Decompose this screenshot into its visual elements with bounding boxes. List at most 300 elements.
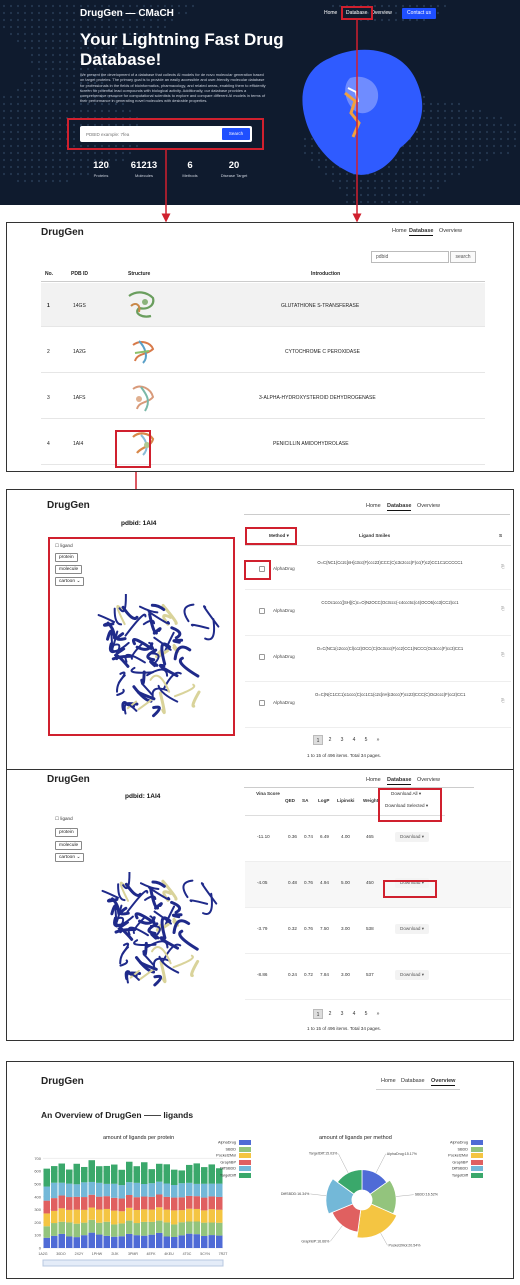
score-cell-logp: 6.49: [320, 834, 329, 839]
bar-segment-TargetDiff[interactable]: [201, 1167, 208, 1184]
legend-item[interactable]: SBDD: [457, 1147, 483, 1152]
bar-segment-AlphaDrug[interactable]: [209, 1235, 216, 1248]
col-header-vina[interactable]: Vina Score: [256, 791, 280, 796]
bar-segment-SBDD[interactable]: [51, 1223, 58, 1236]
druggen-logo[interactable]: DrugGen: [47, 774, 90, 785]
score-cell-weight: 538: [366, 926, 374, 931]
x-tick-label: 5CYN: [200, 1252, 210, 1256]
bar-segment-Pocket2Mol[interactable]: [104, 1209, 111, 1222]
bar-segment-SBDD[interactable]: [89, 1220, 96, 1233]
page-5-button[interactable]: 5: [364, 1011, 368, 1017]
row-select-checkbox[interactable]: [259, 608, 265, 614]
bar-segment-Pocket2Mol[interactable]: [209, 1209, 216, 1222]
bar-segment-TargetDiff[interactable]: [111, 1165, 118, 1184]
bar-segment-SBDD[interactable]: [66, 1222, 73, 1236]
bar-segment-SBDD[interactable]: [119, 1223, 126, 1236]
bar-segment-SBDD[interactable]: [209, 1223, 216, 1236]
col-header-lipinski[interactable]: Lipinski: [337, 798, 355, 803]
nav-home[interactable]: Home: [392, 228, 407, 234]
page-5-button[interactable]: 5: [364, 737, 368, 743]
ligands-per-protein-chart[interactable]: [25, 1144, 245, 1272]
bar-segment-TargetDiff[interactable]: [96, 1166, 103, 1183]
bar-chart-legend: [217, 1140, 251, 1190]
bar-segment-TargetDiff[interactable]: [179, 1170, 186, 1183]
nav-overview[interactable]: Overview: [439, 228, 462, 234]
score-cell-vina: -3.79: [257, 926, 268, 931]
bar-segment-Pocket2Mol[interactable]: [111, 1211, 118, 1225]
y-tick-label: 200: [34, 1219, 41, 1225]
bar-segment-AlphaDrug[interactable]: [171, 1237, 178, 1248]
bar-segment-TargetDiff[interactable]: [44, 1169, 51, 1187]
stat-methods: 6 Methods: [182, 160, 198, 178]
bar-segment-SBDD[interactable]: [104, 1222, 111, 1236]
bar-segment-Pocket2Mol[interactable]: [194, 1209, 201, 1222]
pagination-summary: 1 to 15 of 496 items. Total 34 pages.: [307, 1026, 381, 1031]
bar-segment-DiffSBDD[interactable]: [119, 1185, 126, 1198]
nav-database[interactable]: Database: [409, 228, 434, 234]
page-2-button[interactable]: 2: [328, 1011, 332, 1017]
nav-home[interactable]: Home: [366, 777, 381, 783]
cartoon-select[interactable]: cartoon ⌄: [55, 853, 84, 862]
nav-home[interactable]: Home: [381, 1078, 396, 1084]
x-tick-label: 4KEU: [164, 1252, 174, 1256]
bar-segment-AlphaDrug[interactable]: [194, 1234, 201, 1248]
bar-segment-DiffSBDD[interactable]: [126, 1182, 133, 1195]
bar-segment-TargetDiff[interactable]: [141, 1162, 148, 1184]
bar-segment-AlphaDrug[interactable]: [44, 1238, 51, 1248]
score-row[interactable]: [245, 862, 511, 908]
bar-segment-GraphBP[interactable]: [89, 1195, 96, 1208]
x-tick-label: 4EFK: [146, 1252, 156, 1256]
bar-segment-DiffSBDD[interactable]: [164, 1183, 171, 1196]
row-download-button[interactable]: Download ▾: [395, 924, 429, 934]
score-cell-lipinski: 3.00: [341, 926, 350, 931]
protein-style-button[interactable]: protein: [55, 828, 78, 837]
ligand-row[interactable]: AlphaDrug O=C(NC1(Cc2c[nH]c3cc(F)ccc23)CCC(C)c3c2ccc(F)cc(F)c2)CC1C1CCCCC1 ⎘: [245, 548, 511, 590]
x-tick-label: 3PMR: [128, 1252, 138, 1256]
nav-overview[interactable]: Overview: [417, 777, 440, 783]
search-button[interactable]: search: [450, 251, 476, 263]
row-download-button[interactable]: Download ▾: [395, 878, 429, 888]
nav-database[interactable]: Database: [387, 503, 412, 509]
bar-segment-AlphaDrug[interactable]: [186, 1234, 193, 1248]
bar-segment-SBDD[interactable]: [194, 1222, 201, 1235]
bar-segment-GraphBP[interactable]: [171, 1198, 178, 1211]
method-filter-header[interactable]: Method ▾: [269, 533, 289, 538]
copy-icon[interactable]: ⎘: [501, 698, 505, 703]
bar-segment-Pocket2Mol[interactable]: [51, 1211, 58, 1223]
legend-item[interactable]: DiffSBDD: [452, 1166, 483, 1171]
bar-segment-DiffSBDD[interactable]: [59, 1183, 66, 1196]
bar-segment-AlphaDrug[interactable]: [89, 1233, 96, 1248]
bar-segment-Pocket2Mol[interactable]: [201, 1210, 208, 1222]
col-header-weight[interactable]: Weight: [363, 798, 379, 803]
col-header-introduction: Introduction: [311, 271, 341, 277]
x-tick-label: 30DO: [56, 1252, 66, 1256]
ligand-row[interactable]: AlphaDrug O=C(N(C1CC1)c1ccc(C)cc1C1(c2c[nH]c3ccc(F)cc23)CCC(C)Oc2ccc(F)cc2)CC1 ⎘: [245, 682, 511, 728]
bar-segment-AlphaDrug[interactable]: [111, 1237, 118, 1248]
bar-segment-GraphBP[interactable]: [51, 1198, 58, 1211]
pdbid-search-input[interactable]: pdbid: [371, 251, 449, 263]
score-cell-sa: 0.72: [304, 972, 313, 977]
bar-segment-AlphaDrug[interactable]: [96, 1235, 103, 1248]
bar-segment-GraphBP[interactable]: [186, 1196, 193, 1209]
landing-nav-overview[interactable]: Overview: [371, 10, 392, 16]
bar-segment-TargetDiff[interactable]: [81, 1167, 88, 1182]
score-cell-qed: 0.32: [288, 926, 297, 931]
stat-molecules: 61213 Molecules: [130, 160, 158, 178]
extra-column-header: S: [499, 533, 503, 538]
bar-segment-TargetDiff[interactable]: [149, 1169, 156, 1183]
bar-segment-AlphaDrug[interactable]: [66, 1236, 73, 1248]
landing-nav-home[interactable]: Home: [324, 10, 338, 16]
next-page-button[interactable]: »: [376, 1011, 380, 1017]
bar-segment-Pocket2Mol[interactable]: [74, 1210, 81, 1224]
bar-segment-Pocket2Mol[interactable]: [216, 1210, 223, 1223]
hero-description: We present the development of a database that collects AI models for de novo molecular generation based on target proteins. The primary goal is to provide an easily accessible and user-friendly molecular database for professionals in the fields of bioinformatics, pharmacology, and related areas, enabling them to efficiently screen for potential lead compounds with biological activity. Additionally, our database provides a comprehensive resource for computational scientists to explore and compare different AI models in terms of their performance in generating novel molecules with desirable properties.: [80, 72, 266, 104]
bar-segment-DiffSBDD[interactable]: [209, 1184, 216, 1197]
bar-segment-AlphaDrug[interactable]: [59, 1234, 66, 1248]
bar-segment-GraphBP[interactable]: [141, 1197, 148, 1210]
row-select-checkbox[interactable]: [259, 700, 265, 706]
contact-us-button[interactable]: Contact us: [402, 8, 436, 19]
druggen-logo[interactable]: DrugGen: [41, 1076, 84, 1087]
overview-panel: [6, 1061, 514, 1279]
bar-segment-GraphBP[interactable]: [66, 1197, 73, 1210]
score-cell-weight: 465: [366, 834, 374, 839]
bar-segment-AlphaDrug[interactable]: [104, 1236, 111, 1248]
score-cell-qed: 0.48: [288, 880, 297, 885]
score-row[interactable]: [245, 816, 511, 862]
bar-segment-DiffSBDD[interactable]: [89, 1182, 96, 1195]
y-tick-label: 300: [34, 1207, 41, 1213]
col-header-no: No.: [45, 271, 54, 277]
score-cell-logp: 4.94: [320, 880, 329, 885]
bar-segment-GraphBP[interactable]: [164, 1197, 171, 1210]
legend-item[interactable]: SBDD: [225, 1147, 251, 1152]
bar-segment-GraphBP[interactable]: [179, 1197, 186, 1210]
bar-segment-SBDD[interactable]: [171, 1224, 178, 1237]
bar-segment-TargetDiff[interactable]: [171, 1170, 178, 1185]
bar-segment-SBDD[interactable]: [44, 1226, 51, 1238]
bar-segment-GraphBP[interactable]: [74, 1197, 81, 1210]
bar-segment-SBDD[interactable]: [134, 1223, 141, 1235]
landing-brand[interactable]: DrugGen — CMaCH: [80, 8, 174, 19]
bar-segment-DiffSBDD[interactable]: [74, 1184, 81, 1197]
x-tick-label: 1PHW: [91, 1252, 103, 1256]
bar-segment-TargetDiff[interactable]: [74, 1164, 81, 1184]
y-tick-label: 0: [38, 1245, 41, 1251]
bar-segment-TargetDiff[interactable]: [59, 1164, 66, 1183]
bar-segment-AlphaDrug[interactable]: [164, 1236, 171, 1248]
score-cell-qed: 0.24: [288, 972, 297, 977]
bar-segment-DiffSBDD[interactable]: [194, 1184, 201, 1196]
bar-segment-Pocket2Mol[interactable]: [89, 1208, 96, 1220]
legend-item[interactable]: TargetDiff: [220, 1173, 251, 1178]
page-3-button[interactable]: 3: [340, 1011, 344, 1017]
pagination: [313, 1009, 393, 1021]
bar-segment-SBDD[interactable]: [96, 1223, 103, 1235]
nav-overview[interactable]: Overview: [417, 503, 440, 509]
col-header-logp[interactable]: LogP: [318, 798, 330, 803]
bar-segment-SBDD[interactable]: [126, 1221, 133, 1234]
bar-segment-GraphBP[interactable]: [156, 1194, 163, 1207]
protein-structure-thumbnail: [127, 335, 161, 369]
bar-segment-SBDD[interactable]: [186, 1222, 193, 1234]
bar-segment-GraphBP[interactable]: [59, 1196, 66, 1209]
x-tick-label: 1A2G: [38, 1252, 48, 1256]
bar-segment-TargetDiff[interactable]: [104, 1166, 111, 1184]
bar-segment-TargetDiff[interactable]: [89, 1160, 96, 1182]
ligand-smiles-header: Ligand Smiles: [359, 533, 391, 538]
bar-segment-DiffSBDD[interactable]: [186, 1183, 193, 1196]
bar-segment-GraphBP[interactable]: [149, 1197, 156, 1210]
score-cell-vina: -11.10: [257, 834, 270, 839]
legend-item[interactable]: GraphBP: [452, 1160, 483, 1165]
zoom-slider[interactable]: [43, 1260, 223, 1266]
bar-segment-AlphaDrug[interactable]: [201, 1236, 208, 1248]
bar-segment-GraphBP[interactable]: [126, 1195, 133, 1208]
table-row[interactable]: 1 14GS GLUTATHIONE S-TRANSFERASE: [41, 283, 485, 327]
ligand-row[interactable]: AlphaDrug CCOc1ccc([SH](C)c=O)N2OCC(Oc3ccc(-c4ccc5c(c4)OCO5)cc3)CC2)cc1 ⎘: [245, 590, 511, 636]
pie-label: SBDD:16.52%: [414, 1192, 438, 1197]
highlight-row-checkbox: [244, 560, 271, 580]
bar-segment-DiffSBDD[interactable]: [156, 1182, 163, 1195]
protein-3d-viewer[interactable]: [89, 872, 229, 992]
bar-segment-SBDD[interactable]: [81, 1223, 88, 1236]
bar-segment-DiffSBDD[interactable]: [171, 1185, 178, 1198]
bar-segment-GraphBP[interactable]: [216, 1197, 223, 1210]
bar-segment-Pocket2Mol[interactable]: [59, 1208, 66, 1221]
protein-style-button[interactable]: protein: [55, 553, 78, 562]
hero-search-button[interactable]: Search: [222, 128, 250, 140]
legend-item[interactable]: DiffSBDD: [220, 1166, 251, 1171]
bar-segment-GraphBP[interactable]: [96, 1197, 103, 1210]
score-cell-lipinski: 4.00: [341, 834, 350, 839]
overview-heading: An Overview of DrugGen —— ligands: [41, 1110, 194, 1120]
score-cell-vina: -8.86: [257, 972, 268, 977]
bar-segment-AlphaDrug[interactable]: [81, 1235, 88, 1248]
bar-segment-Pocket2Mol[interactable]: [81, 1210, 88, 1223]
druggen-logo[interactable]: DrugGen: [41, 227, 84, 238]
bar-segment-GraphBP[interactable]: [44, 1201, 51, 1214]
bar-segment-GraphBP[interactable]: [134, 1197, 141, 1210]
bar-segment-GraphBP[interactable]: [209, 1196, 216, 1209]
legend-item[interactable]: Pocket2Mol: [216, 1153, 251, 1158]
bar-segment-SBDD[interactable]: [74, 1224, 81, 1237]
pie-chart-title: amount of ligands per method: [319, 1135, 392, 1141]
bar-segment-DiffSBDD[interactable]: [66, 1184, 73, 1197]
bar-segment-Pocket2Mol[interactable]: [119, 1211, 126, 1223]
bar-segment-TargetDiff[interactable]: [126, 1162, 133, 1182]
pdbid-title: pdbid: 1AI4: [125, 793, 161, 800]
protein-structure-thumbnail: [125, 288, 159, 322]
bar-segment-AlphaDrug[interactable]: [126, 1234, 133, 1248]
pie-label: AlphaDrug:15.17%: [386, 1151, 417, 1156]
highlight-row-download: [383, 880, 437, 898]
bar-segment-DiffSBDD[interactable]: [149, 1183, 156, 1197]
bar-segment-SBDD[interactable]: [59, 1222, 66, 1234]
bar-segment-SBDD[interactable]: [179, 1222, 186, 1235]
bar-segment-TargetDiff[interactable]: [119, 1170, 126, 1185]
bar-segment-DiffSBDD[interactable]: [179, 1183, 186, 1197]
x-tick-label: 2X2Y: [74, 1252, 84, 1256]
bar-segment-Pocket2Mol[interactable]: [96, 1209, 103, 1222]
bar-segment-GraphBP[interactable]: [119, 1198, 126, 1211]
bar-segment-TargetDiff[interactable]: [194, 1163, 201, 1183]
ligands-per-method-chart[interactable]: [277, 1142, 447, 1262]
bar-segment-Pocket2Mol[interactable]: [126, 1208, 133, 1221]
bar-segment-Pocket2Mol[interactable]: [156, 1207, 163, 1220]
page-2-button[interactable]: 2: [328, 737, 332, 743]
bar-segment-AlphaDrug[interactable]: [51, 1236, 58, 1248]
row-download-button[interactable]: Download ▾: [395, 832, 429, 842]
bar-segment-SBDD[interactable]: [111, 1224, 118, 1236]
landing-nav-database[interactable]: Database: [346, 10, 368, 16]
y-tick-label: 500: [34, 1181, 41, 1187]
score-cell-qed: 0.36: [288, 834, 297, 839]
pie-label: DiffSBDD:16.34%: [280, 1191, 310, 1196]
molecule-style-button[interactable]: molecule: [55, 565, 82, 574]
bar-segment-Pocket2Mol[interactable]: [141, 1209, 148, 1222]
druggen-logo[interactable]: DrugGen: [47, 500, 90, 511]
copy-icon[interactable]: ⎘: [501, 564, 505, 569]
bar-segment-Pocket2Mol[interactable]: [164, 1210, 171, 1223]
bar-segment-DiffSBDD[interactable]: [51, 1183, 58, 1198]
bar-segment-SBDD[interactable]: [156, 1221, 163, 1233]
col-header-structure: Structure: [128, 271, 151, 277]
ligand-checkbox-label[interactable]: ☐ ligand: [55, 816, 73, 821]
col-header-sa[interactable]: SA: [302, 798, 309, 803]
pagination: [313, 735, 393, 747]
bar-segment-DiffSBDD[interactable]: [96, 1183, 103, 1197]
y-tick-label: 600: [34, 1168, 41, 1174]
bar-segment-TargetDiff[interactable]: [51, 1166, 58, 1183]
bar-segment-TargetDiff[interactable]: [209, 1164, 216, 1183]
col-header-qed[interactable]: QED: [285, 798, 295, 803]
row-select-checkbox[interactable]: [259, 654, 265, 660]
hero-title: Your Lightning Fast Drug Database!: [80, 30, 284, 69]
bar-segment-Pocket2Mol[interactable]: [186, 1209, 193, 1222]
highlight-method-filter: [245, 527, 297, 545]
bar-segment-AlphaDrug[interactable]: [216, 1236, 223, 1248]
score-cell-lipinski: 5.00: [341, 880, 350, 885]
download-all-button[interactable]: Download All ▾: [391, 791, 422, 796]
protein-structure-thumbnail: [127, 381, 161, 415]
score-row[interactable]: [245, 954, 511, 1000]
copy-icon[interactable]: ⎘: [501, 606, 505, 611]
legend-item[interactable]: AlphaDrug: [218, 1140, 251, 1145]
legend-item[interactable]: GraphBP: [220, 1160, 251, 1165]
bar-segment-DiffSBDD[interactable]: [111, 1184, 118, 1198]
nav-overview[interactable]: Overview: [431, 1078, 456, 1084]
page-4-button[interactable]: 4: [352, 1011, 356, 1017]
bar-segment-GraphBP[interactable]: [194, 1196, 201, 1209]
bar-segment-GraphBP[interactable]: [81, 1197, 88, 1210]
page-1-button[interactable]: 1: [313, 1009, 323, 1019]
bar-segment-AlphaDrug[interactable]: [119, 1236, 126, 1248]
y-tick-label: 700: [34, 1155, 41, 1161]
x-tick-label: 4T0C: [182, 1252, 192, 1256]
bar-segment-AlphaDrug[interactable]: [149, 1235, 156, 1248]
legend-item[interactable]: Pocket2Mol: [448, 1153, 483, 1158]
score-cell-weight: 537: [366, 972, 374, 977]
bar-segment-SBDD[interactable]: [216, 1223, 223, 1236]
bar-segment-DiffSBDD[interactable]: [104, 1184, 111, 1196]
score-row[interactable]: [245, 908, 511, 954]
nav-database[interactable]: Database: [401, 1078, 425, 1084]
col-header-pdbid: PDB ID: [71, 271, 88, 277]
bar-segment-Pocket2Mol[interactable]: [66, 1210, 73, 1223]
stat-disease-target: 20 Disease Target: [220, 160, 248, 178]
bar-segment-TargetDiff[interactable]: [66, 1170, 73, 1184]
bar-segment-SBDD[interactable]: [164, 1222, 171, 1236]
bar-segment-DiffSBDD[interactable]: [141, 1184, 148, 1197]
nav-home[interactable]: Home: [366, 503, 381, 509]
bar-segment-SBDD[interactable]: [149, 1222, 156, 1235]
page-4-button[interactable]: 4: [352, 737, 356, 743]
molecule-style-button[interactable]: molecule: [55, 841, 82, 850]
bar-segment-AlphaDrug[interactable]: [179, 1235, 186, 1248]
bar-segment-AlphaDrug[interactable]: [156, 1233, 163, 1248]
bar-segment-Pocket2Mol[interactable]: [149, 1210, 156, 1222]
bar-segment-SBDD[interactable]: [141, 1222, 148, 1236]
bar-segment-AlphaDrug[interactable]: [134, 1235, 141, 1248]
bar-segment-AlphaDrug[interactable]: [141, 1236, 148, 1248]
bar-segment-Pocket2Mol[interactable]: [171, 1210, 178, 1224]
legend-item[interactable]: TargetDiff: [452, 1173, 483, 1178]
bar-segment-AlphaDrug[interactable]: [74, 1237, 81, 1248]
bar-segment-Pocket2Mol[interactable]: [134, 1210, 141, 1223]
ligand-row[interactable]: AlphaDrug O=C(NC1(c2ccc(Cl)cc2)OCC(C(Oc3ccc(F)cc2)CC1)NCCC(Oc3ccc(F)cc3)CC1 ⎘: [245, 636, 511, 682]
ligand-checkbox-label[interactable]: ☐ ligand: [55, 543, 73, 548]
bar-segment-DiffSBDD[interactable]: [201, 1184, 208, 1198]
legend-item[interactable]: AlphaDrug: [450, 1140, 483, 1145]
bar-segment-TargetDiff[interactable]: [164, 1164, 171, 1183]
bar-segment-TargetDiff[interactable]: [156, 1164, 163, 1182]
next-page-button[interactable]: »: [376, 737, 380, 743]
bar-segment-TargetDiff[interactable]: [186, 1165, 193, 1183]
bar-segment-GraphBP[interactable]: [111, 1198, 118, 1211]
bar-segment-DiffSBDD[interactable]: [81, 1182, 88, 1197]
bar-segment-GraphBP[interactable]: [201, 1198, 208, 1211]
page-3-button[interactable]: 3: [340, 737, 344, 743]
cartoon-select[interactable]: cartoon ⌄: [55, 577, 84, 586]
x-tick-label: 7R2T: [218, 1252, 228, 1256]
bar-segment-Pocket2Mol[interactable]: [179, 1210, 186, 1222]
bar-segment-Pocket2Mol[interactable]: [44, 1213, 51, 1226]
table-row[interactable]: 3 1AFS 3-ALPHA-HYDROXYSTEROID DEHYDROGENASE: [41, 375, 485, 419]
bar-segment-DiffSBDD[interactable]: [134, 1183, 141, 1197]
score-cell-sa: 0.76: [304, 926, 313, 931]
bar-segment-GraphBP[interactable]: [104, 1196, 111, 1209]
nav-database[interactable]: Database: [387, 777, 412, 783]
copy-icon[interactable]: ⎘: [501, 652, 505, 657]
bar-segment-TargetDiff[interactable]: [134, 1166, 141, 1183]
table-row[interactable]: 2 1A2G CYTOCHROME C PEROXIDASE: [41, 329, 485, 373]
database-panel: [6, 222, 514, 472]
download-selected-button[interactable]: Download Selected ▾: [385, 803, 429, 808]
pie-label: TargetDiff:15.03%: [308, 1151, 338, 1156]
bar-segment-DiffSBDD[interactable]: [44, 1187, 51, 1201]
bar-segment-SBDD[interactable]: [201, 1223, 208, 1236]
page-1-button[interactable]: 1: [313, 735, 323, 745]
row-download-button[interactable]: Download ▾: [395, 970, 429, 980]
pagination-summary: 1 to 15 of 496 items. Total 34 pages.: [307, 753, 381, 758]
highlight-3d-viewer: [48, 537, 235, 736]
table-row[interactable]: 4 1AI4 PENICILLIN AMIDOHYDROLASE: [41, 421, 485, 465]
pie-chart-legend: [443, 1140, 483, 1190]
